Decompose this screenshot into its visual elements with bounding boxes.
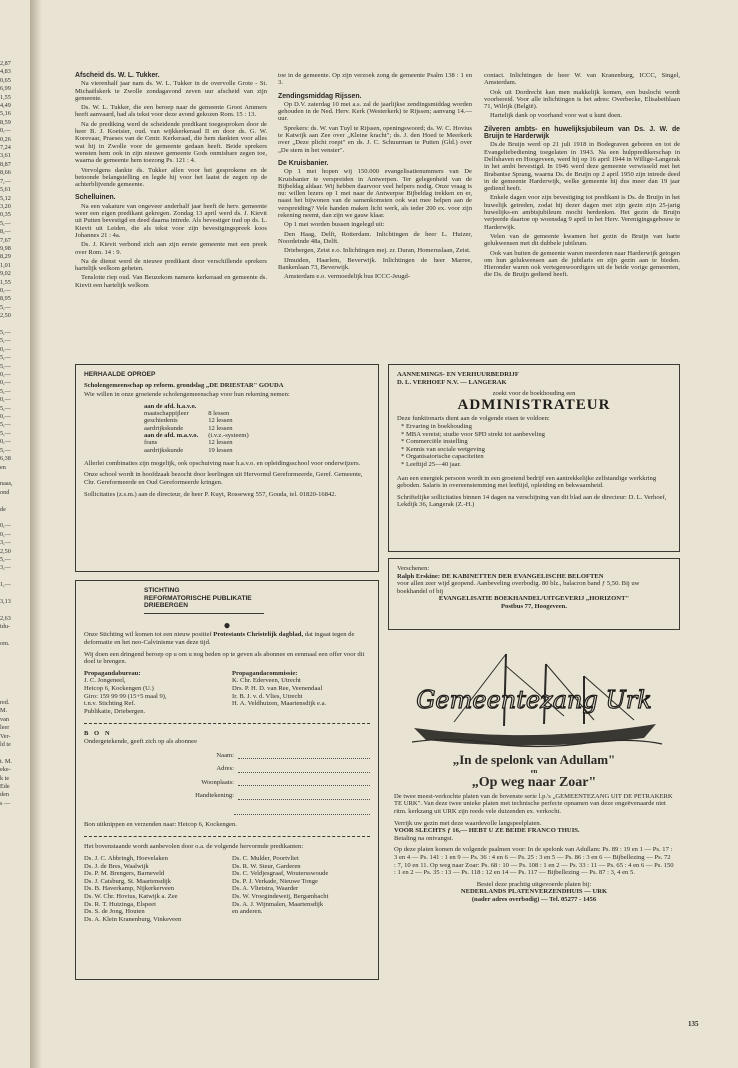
gemeentezang-logo <box>394 646 674 750</box>
predikant-name: Ds. C. Veldjesgraaf, Woutersswoude <box>232 870 329 878</box>
ad-paragraph: Schriftelijke sollicitaties binnen 14 dagen na verschijning van dit blad aan de directeur: D. L. Verhoef, Lekdijk 36, Langerak (Z.-H.) <box>397 493 667 509</box>
column-3 <box>484 72 680 281</box>
lesson-row <box>144 439 259 446</box>
bullet-dot-icon: ● <box>223 617 231 632</box>
edge-number <box>0 472 28 480</box>
edge-number: 1,— <box>0 581 11 589</box>
ad-verhoef <box>388 364 680 552</box>
contacts <box>84 670 370 716</box>
edge-number: 5,— <box>0 446 11 454</box>
contact-line: Publikatie, Driebergen. <box>84 707 146 715</box>
edge-number: 5,— <box>0 404 11 412</box>
article-paragraph: Na de prediking werd de scheidende predikant toegesproken door de heer B. J. Koetsier, oud. van wijkkerkeraad II en door ds. G. W. Korevaar, Praeses van de Centr. Kerkeraad, die hem dankten voor alles wat hij in Zwolle voor de gemeente gedaan heeft. Beide sprekers wensten hem ook in zijn nieuwe gemeente Gods onmisbare zegen toe, waarna de gemeente hem toezong Ps. 121 : 4. <box>75 120 267 165</box>
lesson-subject: frans <box>144 439 158 447</box>
edge-number: 5,— <box>0 303 11 311</box>
article-paragraph: Amsterdam e.o. vermoedelijk bus ICCC-Jeugd- <box>284 273 410 281</box>
edge-number: 3,— <box>0 564 11 572</box>
lesson-subject: aardrijkskunde <box>144 424 184 432</box>
predikant-name: Ds. P. M. Brengers, Barneveld <box>84 870 165 878</box>
lesson-subject: aan de afd. h.a.v.o. <box>144 402 197 410</box>
predikant-name: Ds. R. T. Huizinga, Elspeet <box>84 900 156 908</box>
edge-number: 5,— <box>0 421 11 429</box>
conjunction: en <box>530 767 538 775</box>
requirement-item: * Kennis van sociale wetgeving <box>401 445 485 453</box>
edge-number: 2,50 <box>0 547 11 555</box>
edge-number: 0,— <box>0 396 11 404</box>
book-title: Ralph Erskine: DE KABINETTEN DER EVANGELISCHE BELOFTEN <box>397 572 604 580</box>
edge-number <box>0 749 28 757</box>
edge-number: 0,— <box>0 379 11 387</box>
edge-number <box>0 514 28 522</box>
edge-number <box>0 632 28 640</box>
lesson-row <box>144 417 259 424</box>
ad-line: Verrijk uw gezin met deze waardevolle langspeelplaten. <box>394 819 542 827</box>
edge-number: 0,— <box>0 413 11 421</box>
form-label: Naam: <box>216 751 234 759</box>
ad-paragraph: Allerlei combinaties zijn mogelijk, ook opschuiving naar h.a.v.o. en opleidingsschool voor onderwijzers. <box>84 459 361 467</box>
article-paragraph: Na een vakature van ongeveer anderhalf jaar heeft de herv. gemeente weer een eigen predikant gekregen. Zondag 13 april werd ds. J. Kievit uit Putten bevestigd en deed daarna intrede. Als bevestiger trad op ds. L. Kievit uit Leiden, die als tekst voor zijn bevestigingspreek koos Johannes 21 : 4a. <box>75 202 267 239</box>
article-paragraph: Enkele dagen voor zijn bevestiging tot predikant is Ds. de Bruijn in het huwelijk getreden, zodat hij dezer dagen met zijn gezin zijn 25-jarig huwelijks-en ambtsjubileum mocht herdenken. Het gezin de Bruijn verjeerde daartoe op woensdag 9 april in het Herv. Verenigingsgebouw te Harderwijk. <box>484 194 680 231</box>
edge-number: 0,— <box>0 371 11 379</box>
edge-number: 0,— <box>0 127 11 135</box>
form-label: Handtekening: <box>195 792 234 800</box>
lesson-hours <box>208 403 258 410</box>
edge-number: ond <box>0 488 10 496</box>
propaganda-commissie-head: Propagandacommissie: <box>232 669 298 677</box>
article-paragraph: Velen van de gemeente kwamen het gezin de Bruijn van harte gelukwensen met dit dubbele jubileum. <box>484 232 680 248</box>
committee-line: Drs. P. H. D. van Ree, Veenendaal <box>232 684 323 692</box>
psalm-list: Op deze platen komen de volgende psalmen voor: In de spelonk van Adullam: Ps. 89 : 19 en 1 — Ps. 17 : 3 en 4 — Ps. 141 : 1 en 9 — Ps. 36 : 4 en 6 — Ps. 25 : 3 en 5 — Ps. 86 : 3 en 6 — Bijbellezing — Ps. 72 : 7, 10 en 11. Op weg naar Zoar: Ps. 68 : 10 — Ps. 108 : 1 en 2 — Ps. 33 : 11 — Ps. 65 : 4 en 6 — Ps. 150 : 1 en 2 — Ps. 35 : 13 — Ps. 118 : 12 en 14 — Ps. 117 — Bijbellezing — Ps. 87 : 3, 4 en 5. <box>394 846 674 877</box>
article-paragraph: contact. Inlichtingen de heer W. van Kranenburg, ICCC, Singel, Amsterdam. <box>484 72 680 87</box>
edge-number: 1,01 <box>0 261 11 269</box>
edge-number: van <box>0 715 9 723</box>
predikant-name: Ds. A. Klein Kranenburg, Vinkeveen <box>84 915 182 923</box>
ad-gemeentezang <box>388 636 680 980</box>
lesson-hours: 12 lessen <box>208 424 233 432</box>
cut-instruction: Bon uitknippen en verzenden naar: Heicop 6, Kockengen. <box>84 820 237 828</box>
divider <box>144 613 264 614</box>
seek-line: zoekt voor de boekhouding een <box>492 390 576 398</box>
article-paragraph: Ds.de Bruijn werd op 21 juli 1918 in Bodegraven geboren en tot de Evangeliebediening toegelaten in 1943. Na een hulppredikerschap in Delfshaven en Hoogeveen, werd hij op 16 april 1944 in Willige-Langerak in het ambt bevestigd. In 1946 werd deze gemeente verwisseld met het Brabantse Sprang, waarna Ds. de Bruijn op 2 april 1950 zijn intrede deed in de gemeente Harderwijk, welke gemeente hij dus meer dan 19 jaar gediend heeft. <box>484 141 680 193</box>
article-title-tukker: Afscheid ds. W. L. Tukker. <box>75 72 160 79</box>
ad-title: STICHTING <box>144 587 180 594</box>
signature-line[interactable] <box>234 806 370 815</box>
edge-number <box>0 657 28 665</box>
bon-text: Ondergetekende, geeft zich op als abonnee <box>84 737 198 745</box>
edge-number: 0,— <box>0 530 11 538</box>
form-field[interactable] <box>84 792 370 800</box>
predikant-name: Ds. W. Vroegindeweij, Bergambacht <box>232 893 329 901</box>
ad-line: voor allen zeer wijd geopend. Aanbeveling overbodig. 80 blz., balacron band ƒ 5,50. Bij uw boekhandel of bij <box>397 580 640 595</box>
edge-number: 6,99 <box>0 85 11 93</box>
company-name: NEDERLANDS PLATENVERZENDHUIS — URK <box>460 888 608 896</box>
edge-number: 1,55 <box>0 278 11 286</box>
contact-line: t.n.v. Stichting Ref. <box>84 700 136 708</box>
form-input-line[interactable] <box>238 752 370 760</box>
requirement-item: * MBA vereist; studie voor SPD strekt tot aanbeveling <box>401 430 545 438</box>
requirement-item: * Leeftijd 25—40 jaar. <box>401 460 462 468</box>
predikant-name: Ds. W. Chr. Hovius, Katwijk a. Zee <box>84 893 178 901</box>
article-paragraph: Den Haag, Delft, Rotterdam. Inlichtingen de heer L. Huizer, Noordeinde 48a, Delft. <box>278 230 472 245</box>
lesson-hours: 19 lessen <box>208 446 233 454</box>
column-2 <box>278 72 472 282</box>
predikant-name: Ds. S. de Jong, Houten <box>84 908 145 916</box>
edge-number: 0,35 <box>0 211 11 219</box>
lesson-subject: aan de afd. m.a.v.o. <box>144 431 199 439</box>
edge-number: t. M. <box>0 757 12 765</box>
lesson-row <box>144 403 259 410</box>
predikant-name: Ds. J. C. Abbringh, Hoevelaken <box>84 855 168 863</box>
bon-form <box>84 752 370 800</box>
ad-title: DRIEBERGEN <box>144 602 188 610</box>
lesson-subject: aardrijkskunde <box>144 446 184 454</box>
edge-number: de <box>0 505 6 513</box>
form-input-line[interactable] <box>238 792 370 800</box>
ad-subtitle: Scholengemeenschap op reform. grondslag „DE DRIESTAR" GOUDA <box>84 381 284 389</box>
edge-number: 5,— <box>0 329 11 336</box>
requirements-list <box>397 423 671 469</box>
propaganda-bureau-head: Propagandabureau: <box>84 669 141 677</box>
ship-logo-icon <box>394 646 674 750</box>
form-field[interactable] <box>84 752 370 760</box>
edge-number: 0,— <box>0 522 11 530</box>
predikant-name: Ds. C. Mulder, Poortvliet <box>232 855 299 863</box>
committee-line: Ir. B. J. v. d. Vlies, Utrecht <box>232 692 303 700</box>
ad-paragraph: Sollicitaties (z.s.m.) aan de directeur, de heer P. Kuyt, Rosseweg 557, Gouda, tel. 01820-16842. <box>84 490 337 498</box>
ad-line: Verschenen: <box>397 565 430 572</box>
edge-number: k te <box>0 774 10 782</box>
edge-number: om. <box>0 640 10 648</box>
edge-number <box>0 682 28 690</box>
ad-text: Onze Stichting wil komen tot een nieuw positief <box>84 631 214 639</box>
edge-number: s — <box>0 799 11 807</box>
lesson-row <box>144 432 259 439</box>
article-paragraph: Ook van buiten de gemeente waren meerderen naar Harderwijk getogen om hun gelukwensen aan de jubilaris en zijn gezin aan te bieden. Hieronder waren ook vertegenwoordigers uit de beide vorige gemeenten, die Ds. de Bruijn gediend heeft. <box>484 249 680 279</box>
edge-number: den <box>0 791 9 799</box>
company-contact: (nader adres overbodig) — Tel. 05277 - 1456 <box>471 895 597 903</box>
edge-number <box>0 606 28 614</box>
edge-number: 5,— <box>0 362 11 370</box>
edge-number: 3,13 <box>0 598 11 605</box>
predikant-name: Ds. J. Catsburg, St. Maartensdijk <box>84 877 172 885</box>
edge-number: 8,59 <box>0 118 11 126</box>
lesson-row <box>144 425 259 432</box>
requirements-intro: Deze funktionaris dient aan de volgende eisen te voldoen: <box>397 415 550 423</box>
publisher-address: Postbus 77, Hoogeveen. <box>501 602 567 610</box>
edge-number: 8,95 <box>0 295 11 303</box>
bon-title: B O N <box>84 730 112 738</box>
edge-number <box>0 321 28 329</box>
ad-text: dat ingaat tegen de deformatie en het neo-Calvinisme van deze tijd. <box>84 631 355 646</box>
edge-number <box>0 497 28 505</box>
edge-number: tdu- <box>0 623 10 631</box>
ad-stichting <box>75 580 379 980</box>
edge-number: 9,02 <box>0 270 11 278</box>
contact-line: J. C. Jongeneel, <box>84 677 126 685</box>
article-paragraph: Op 1 mei hopen wij 150.000 evangelisatienummers van De Kruisbanier te verspreiden in Antwerpen. Ter gelegenheid van de Bijbeldag aldaar. Wij hebben daarvoor veel helpers nodig. Onze vraag is nu: willen lezers op 1 mei naar de Antwerpse Bijbeldag trekken en er, naast het bijwonen van de samenkomsten ook wat mee helpen aan de verspreiding? Vele handen maken licht werk, als ieder 200 ex. voor zijn rekening neemt, dan zijn we gauw klaar. <box>278 168 472 220</box>
price-line: VOOR SLECHTS ƒ 16,— HEBT U ZE BEIDE FRANCO THUIS. <box>394 827 580 835</box>
form-field[interactable] <box>84 779 370 787</box>
article-paragraph: Tenslotte riep oud. Van Beuzekom namens kerkeraad en gemeente ds. Kievit een hartelijk welkom <box>75 274 267 289</box>
article-paragraph: toe in de gemeente. Op zijn verzoek zong de gemeente Psalm 138 : 1 en 3. <box>278 72 472 87</box>
record-title-2: „Op weg naar Zoar" <box>471 775 597 791</box>
article-paragraph: Sprekers: ds. W. van Tuyl te Rijssen, openingswoord; ds. W. C. Hovius te Katwijk aan Zee over „Kleine kracht"; ds. J. den Hoed te Meerkerk over „Deze plicht roept" en ds. J. C. Schuurman te Putten (Gld.) over „De stem in het venster". <box>278 124 472 154</box>
edge-number <box>0 648 28 656</box>
form-label: Woonplaats: <box>201 778 234 786</box>
ad-paragraph: De twee meest-verkochte platen van de bovenste serie l.p.'s „GEMEENTEZANG UIT DE PETRAKERK TE URK". Van deze twee unieke platen met technische perfecte opnamen van deze ongeëvenaarde niet ritm. kerkzang uit URK zijn reeds vele duizenden ex. verkocht. <box>394 792 673 815</box>
edge-number: 0,— <box>0 345 11 353</box>
lesson-subject: geschiedenis <box>144 417 178 425</box>
ad-erskine <box>388 558 680 630</box>
edge-number: 5,16 <box>0 110 11 118</box>
edge-number: 5,— <box>0 555 11 563</box>
requirement-item: * Organisatorische capaciteiten <box>401 453 484 461</box>
predikanten-left <box>84 855 222 923</box>
publisher: EVANGELISATIE BOEKHANDEL/UITGEVERIJ „HORIZONT" <box>438 595 630 603</box>
article-paragraph: Ds. W. L. Tukker, die een beroep naar de gemeente Groot Ammers heeft aanvaard, had als tekst voor deze avond gekozen Rom. 15 : 13. <box>75 104 267 119</box>
edge-number: 8,— <box>0 228 11 236</box>
edge-number: 5,— <box>0 387 11 395</box>
edge-number: naas, <box>0 480 13 488</box>
edge-number: 3,20 <box>0 202 11 210</box>
edge-number: 3,— <box>0 539 11 547</box>
ad-text-bold: Protestants Christelijk dagblad, <box>213 631 304 639</box>
column-1 <box>75 72 267 291</box>
edge-number: red. <box>0 698 10 706</box>
edge-number <box>0 674 28 682</box>
committee-line: K. Chr. Ederveen, Utrecht <box>232 677 301 685</box>
recommendation: Het bovenstaande wordt aanbevolen door o.a. de volgende hervormde predikanten: <box>84 843 304 851</box>
predikanten <box>84 855 370 923</box>
article-paragraph: Op 1 mei worden bussen ingelegd uit: <box>284 221 385 229</box>
edge-number: 2,87 <box>0 60 11 67</box>
edge-number: en <box>0 463 6 471</box>
edge-number <box>0 573 28 581</box>
lesson-hours: (i.v.z.-systeem) <box>208 431 249 439</box>
propaganda-bureau <box>84 670 222 716</box>
article-paragraph: Ds. J. Kievit verbond zich aan zijn eerste gemeente met een preek over Rom. 14 : 9. <box>75 241 267 256</box>
lesson-subject: maatschappijleer <box>144 410 189 418</box>
edge-number: Ede <box>0 782 10 790</box>
edge-number: 3,61 <box>0 152 11 160</box>
ad-paragraph: Onze school wordt in hoofdzaak bezocht door leerlingen uit Hervormd Gereformeerde, Geref. Gemeente, Chr. Gereformeerde en Oud Gereformeerde kringen. <box>84 471 363 487</box>
edge-number: 4,49 <box>0 102 11 110</box>
company-line: D. L. VERHOEF N.V. — LANGERAK <box>397 378 507 386</box>
article-paragraph: IJmuiden, Haarlem, Beverwijk. Inlichtingen de heer Marree, Bankenlaan 73, Beverwijk. <box>278 256 472 271</box>
cut-line <box>84 836 370 837</box>
edge-number: 2,63 <box>0 614 11 622</box>
lesson-hours: 12 lessen <box>208 417 233 425</box>
page-gutter-shadow <box>30 0 42 1068</box>
page-number: 135 <box>688 1020 699 1028</box>
job-title: ADMINISTRATEUR <box>457 396 611 413</box>
predikant-name: Ds. J. de Bres, Waalwijk <box>84 862 149 870</box>
form-input-line[interactable] <box>238 779 370 787</box>
edge-number: 5,— <box>0 337 11 345</box>
cut-line <box>84 723 370 724</box>
ad-intro: Wie willen in onze groeiende scholengemeenschap voor hun rekening nemen: <box>84 391 290 399</box>
edge-number: 8,66 <box>0 169 11 177</box>
article-paragraph: Vervolgens dankte ds. Tukker allen voor het gesprokene en de betoonde belangstelling en legde hij voor het laatst de zegen op de achterblijvende gemeente. <box>75 166 267 189</box>
ad-title: REFORMATORISCHE PUBLIKATIE <box>144 594 252 602</box>
edge-number: 5,— <box>0 219 11 227</box>
edge-number: 2,50 <box>0 312 11 320</box>
lesson-row <box>144 410 259 417</box>
edge-number: 8,29 <box>0 253 11 261</box>
predikant-name: Ds. R. W. Steur, Garderen <box>232 862 301 870</box>
requirement-item: * Ervaring in boekhouding <box>401 422 472 430</box>
article-title-schelluinen: Schelluinen. <box>75 194 116 202</box>
edge-number: 5,— <box>0 429 11 437</box>
committee-line: H. A. Veldhuizen, Maartensdijk e.a. <box>232 700 327 708</box>
company-line: AANNEMINGS- EN VERHUURBEDRIJF <box>397 371 519 378</box>
predikant-name: Ds. A. Vlietstra, Waarder <box>232 885 299 893</box>
requirement-item: * Commerciële instelling <box>401 438 468 446</box>
edge-number: 6,38 <box>0 455 11 463</box>
article-title-kruisbanier: De Kruisbanier. <box>278 159 329 167</box>
predikant-name: en anderen. <box>232 908 263 916</box>
propaganda-commissie <box>232 670 370 716</box>
edge-number: Ver- <box>0 732 11 740</box>
edge-number: 0,26 <box>0 135 11 143</box>
predikant-name: Ds. B. Haverkamp, Nijkerkerveen <box>84 885 175 893</box>
ad-paragraph: Aan een energiek persoon wordt in een groeiend bedrijf een aantrekkelijke zelfstandige werkkring geboden. Salaris in overeenstemming met leeftijd, opleiding en bekwaamheid. <box>397 474 657 490</box>
lesson-hours: 12 lessen <box>208 439 233 447</box>
article-paragraph: Hartelijk dank op voorhand voor wat u kunt doen. <box>490 112 623 120</box>
contact-line: Giro: 159 99 99 (15+5 maal 9), <box>84 692 167 700</box>
svg-text:Gemeentezang Urk: Gemeentezang Urk <box>416 686 652 714</box>
edge-number: 0,— <box>0 438 11 446</box>
edge-number: 5,— <box>0 354 11 362</box>
edge-number: M. <box>0 707 8 715</box>
edge-number: 7,— <box>0 177 11 185</box>
lessons-table <box>144 403 259 454</box>
article-paragraph: Ook uit Dordrecht kan men makkelijk komen, een buslocht wordt voorbereid. Voor alle inlichtingen is het adres: Overbecke, Elisabethlaan 71, Wilrijk (België). <box>484 88 680 111</box>
lesson-row <box>144 447 259 454</box>
edge-number <box>0 690 28 698</box>
article-paragraph: Na de dienst werd de nieuwe predikant door verschillende sprekers hartelijk welkom geheten. <box>75 257 267 273</box>
edge-number: 4,83 <box>0 68 11 76</box>
predikanten-right <box>232 855 370 923</box>
form-label: Adres: <box>216 765 234 773</box>
edge-number: 7,67 <box>0 236 11 244</box>
edge-number <box>0 590 28 598</box>
edge-number: eke- <box>0 766 11 774</box>
edge-number: leer <box>0 724 10 732</box>
form-input-line[interactable] <box>238 765 370 773</box>
ad-title: HERHAALDE OPROEP <box>84 371 156 378</box>
predikant-name: Ds. P. J. Verkade, Nieuwe Tonge <box>232 877 318 885</box>
edge-number: 9,98 <box>0 244 11 252</box>
edge-number: ld te <box>0 740 11 748</box>
order-line: Bestel deze prachtig uitgevoerde platen bij: <box>476 880 592 888</box>
predikant-name: Ds. A. J. Wijnmalen, Maartensdijk <box>232 900 324 908</box>
edge-number: 1,55 <box>0 93 11 101</box>
ad-driestar <box>75 364 379 572</box>
payment-line: Betaling na ontvangst. <box>394 834 454 842</box>
edge-number: 5,61 <box>0 186 11 194</box>
article-paragraph: Driebergen, Zeist e.o. Inlichtingen mej. zr. Duran, Homeruslaan, Zeist. <box>284 247 471 255</box>
record-title-1: „In de spelonk van Adullam" <box>452 752 616 767</box>
edge-number: 5,12 <box>0 194 11 202</box>
edge-number: 0,— <box>0 286 11 294</box>
edge-number: 7,24 <box>0 144 11 152</box>
adjacent-page-edge-text <box>0 60 28 808</box>
contact-line: Heicop 6, Kockengen (U.) <box>84 684 154 692</box>
article-title-jubileum: Zilveren ambts- en huwelijksjubileum van Ds. J. W. de Bruijn te Harderwijk <box>484 125 680 141</box>
article-title-rijssen: Zendingsmiddag Rijssen. <box>278 92 362 100</box>
form-field[interactable] <box>84 765 370 773</box>
article-paragraph: Op D.V. zaterdag 10 mei a.s. zal de jaarlijkse zendingsmiddag worden gehouden in de Ned. Herv. Kerk (Westerkerk) te Rijssen; aanvang 14.— uur. <box>278 100 472 123</box>
ad-paragraph: Wij doen een dringend beroep op u om u nog heden op te geven als abonnee en eenmaal een offer voor dit doel te brengen. <box>84 650 365 666</box>
edge-number: 0,65 <box>0 76 11 84</box>
edge-number <box>0 665 28 673</box>
lesson-hours: 8 lessen <box>208 410 230 418</box>
edge-number: 8,87 <box>0 160 11 168</box>
article-paragraph: Na vierenhalf jaar nam ds. W. L. Tukker in de overvolle Grote - St. Michaëlskerk te Zwolle zondagavond zeven uur afscheid van zijn gemeente. <box>75 80 267 102</box>
